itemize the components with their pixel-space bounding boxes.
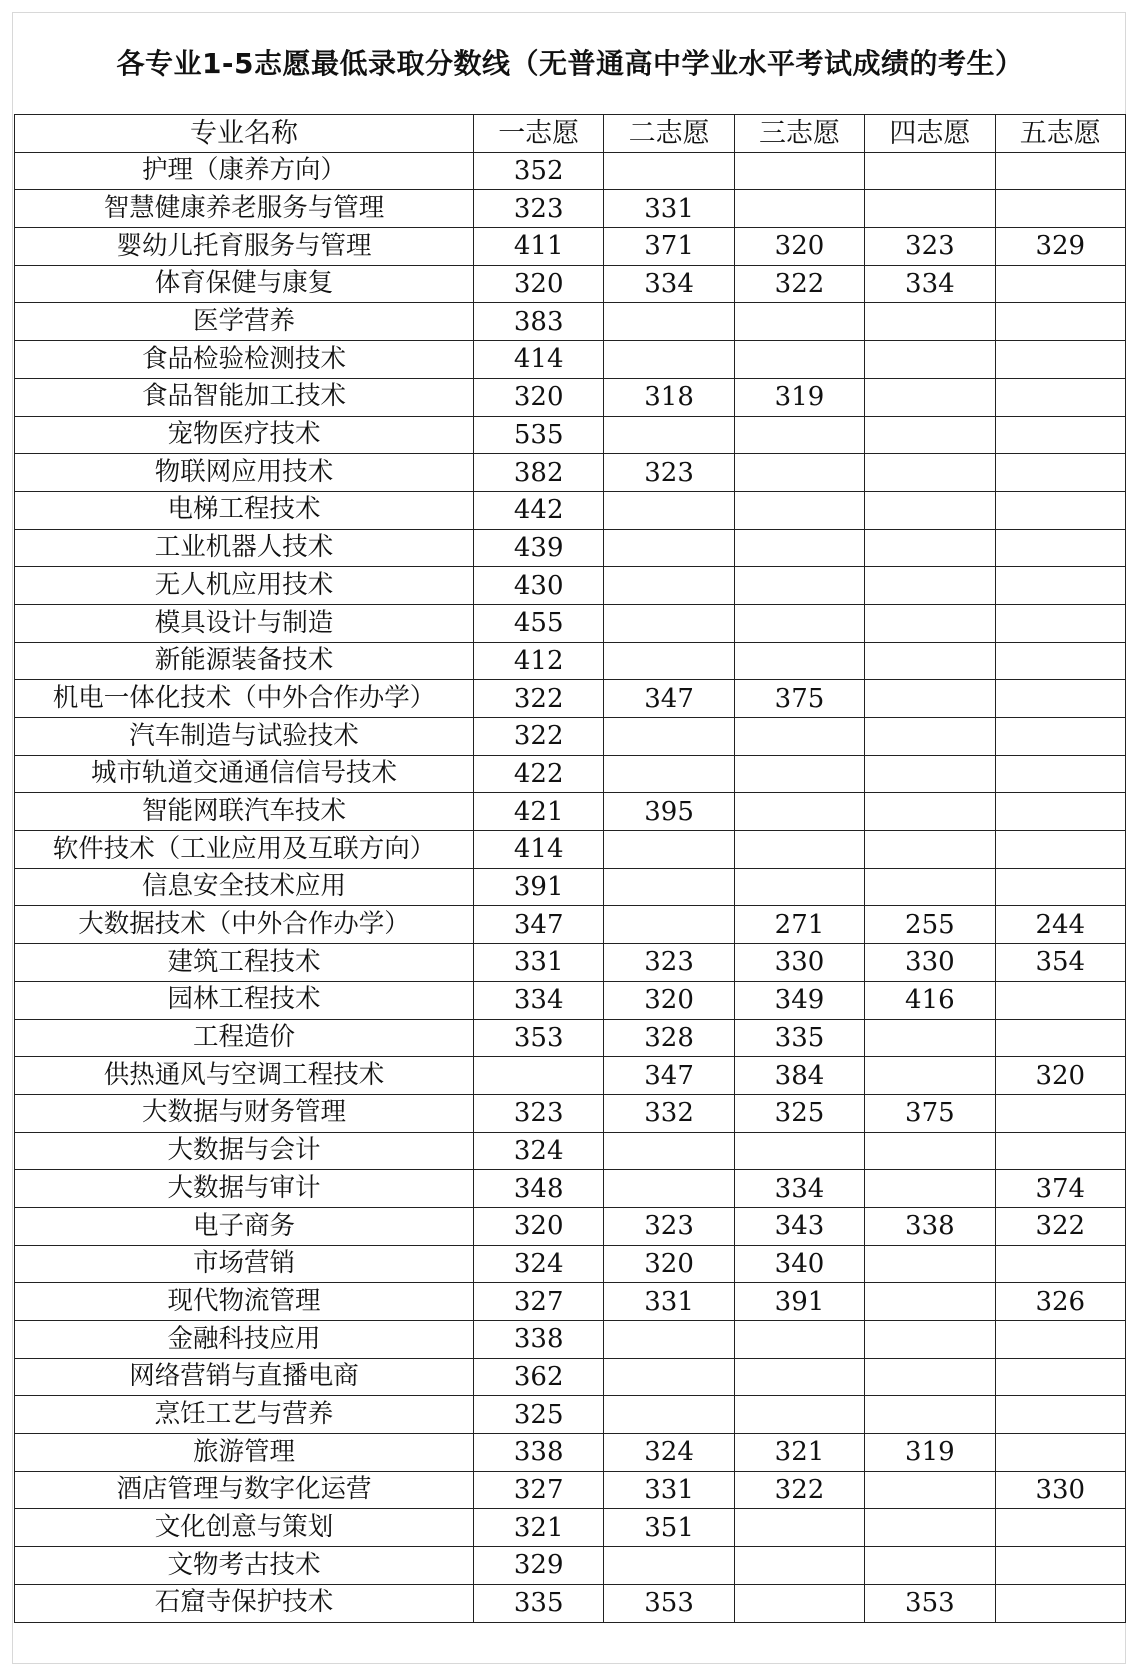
- header-choice-5: 五志愿: [995, 115, 1125, 153]
- score-cell-choice-5: 330: [995, 1471, 1125, 1509]
- major-name-cell: 工程造价: [15, 1019, 474, 1057]
- score-cell-choice-4: [865, 529, 995, 567]
- major-name-cell: 大数据与会计: [15, 1132, 474, 1170]
- score-cell-choice-2: 323: [604, 1207, 734, 1245]
- table-row: [15, 1509, 1126, 1547]
- score-cell-choice-2: [604, 491, 734, 529]
- score-cell-choice-1: 324: [474, 1245, 604, 1283]
- score-cell-choice-2: 323: [604, 454, 734, 492]
- score-cell-choice-1: 353: [474, 1019, 604, 1057]
- score-cell-choice-1: 347: [474, 906, 604, 944]
- major-name-cell: 食品智能加工技术: [15, 378, 474, 416]
- score-cell-choice-2: 320: [604, 1245, 734, 1283]
- major-name-cell: 文物考古技术: [15, 1547, 474, 1585]
- table-row: [15, 718, 1126, 756]
- score-cell-choice-5: [995, 190, 1125, 228]
- score-cell-choice-5: [995, 642, 1125, 680]
- table-row: [15, 491, 1126, 529]
- score-cell-choice-4: [865, 190, 995, 228]
- score-cell-choice-3: 325: [734, 1094, 864, 1132]
- score-cell-choice-1: 331: [474, 944, 604, 982]
- major-name-cell: 无人机应用技术: [15, 567, 474, 605]
- score-cell-choice-5: [995, 265, 1125, 303]
- score-cell-choice-1: 411: [474, 228, 604, 266]
- score-cell-choice-3: [734, 1132, 864, 1170]
- score-cell-choice-5: [995, 981, 1125, 1019]
- score-cell-choice-3: 340: [734, 1245, 864, 1283]
- score-cell-choice-3: 322: [734, 1471, 864, 1509]
- score-cell-choice-5: 354: [995, 944, 1125, 982]
- score-cell-choice-5: [995, 1358, 1125, 1396]
- table-row: [15, 1547, 1126, 1585]
- table-row: [15, 1283, 1126, 1321]
- table-row: [15, 1321, 1126, 1359]
- header-choice-2: 二志愿: [604, 115, 734, 153]
- score-cell-choice-4: [865, 341, 995, 379]
- score-cell-choice-2: [604, 755, 734, 793]
- score-cell-choice-4: [865, 1132, 995, 1170]
- major-name-cell: 金融科技应用: [15, 1321, 474, 1359]
- score-cell-choice-1: 391: [474, 868, 604, 906]
- table-row: [15, 1584, 1126, 1622]
- score-cell-choice-5: 322: [995, 1207, 1125, 1245]
- score-cell-choice-3: [734, 868, 864, 906]
- score-cell-choice-2: 318: [604, 378, 734, 416]
- score-cell-choice-2: 334: [604, 265, 734, 303]
- score-cell-choice-2: [604, 642, 734, 680]
- score-cell-choice-5: [995, 1509, 1125, 1547]
- score-cell-choice-2: [604, 868, 734, 906]
- score-cell-choice-4: [865, 1358, 995, 1396]
- score-cell-choice-5: [995, 454, 1125, 492]
- score-cell-choice-5: [995, 567, 1125, 605]
- score-cell-choice-5: 329: [995, 228, 1125, 266]
- score-cell-choice-1: 412: [474, 642, 604, 680]
- score-cell-choice-2: 353: [604, 1584, 734, 1622]
- major-name-cell: 烹饪工艺与营养: [15, 1396, 474, 1434]
- major-name-cell: 电子商务: [15, 1207, 474, 1245]
- table-row: [15, 1358, 1126, 1396]
- major-name-cell: 汽车制造与试验技术: [15, 718, 474, 756]
- score-cell-choice-1: 324: [474, 1132, 604, 1170]
- table-row: [15, 604, 1126, 642]
- score-cell-choice-2: 332: [604, 1094, 734, 1132]
- score-cell-choice-2: [604, 831, 734, 869]
- table-row: [15, 1245, 1126, 1283]
- score-cell-choice-3: [734, 341, 864, 379]
- score-cell-choice-5: [995, 1547, 1125, 1585]
- score-cell-choice-2: [604, 1547, 734, 1585]
- major-name-cell: 供热通风与空调工程技术: [15, 1057, 474, 1095]
- major-name-cell: 宠物医疗技术: [15, 416, 474, 454]
- score-cell-choice-4: [865, 454, 995, 492]
- score-cell-choice-2: 328: [604, 1019, 734, 1057]
- score-cell-choice-4: 338: [865, 1207, 995, 1245]
- table-row: [15, 868, 1126, 906]
- score-cell-choice-2: 351: [604, 1509, 734, 1547]
- score-cell-choice-5: [995, 1132, 1125, 1170]
- major-name-cell: 大数据与财务管理: [15, 1094, 474, 1132]
- score-cell-choice-4: [865, 1471, 995, 1509]
- major-name-cell: 网络营销与直播电商: [15, 1358, 474, 1396]
- table-row: [15, 1396, 1126, 1434]
- score-cell-choice-5: 244: [995, 906, 1125, 944]
- score-table: [14, 114, 1126, 1623]
- score-cell-choice-4: [865, 1170, 995, 1208]
- score-cell-choice-2: 331: [604, 1471, 734, 1509]
- table-row: [15, 642, 1126, 680]
- score-cell-choice-2: [604, 1132, 734, 1170]
- score-cell-choice-1: [474, 1057, 604, 1095]
- score-cell-choice-4: [865, 831, 995, 869]
- score-cell-choice-3: 321: [734, 1434, 864, 1472]
- score-cell-choice-5: [995, 1245, 1125, 1283]
- major-name-cell: 工业机器人技术: [15, 529, 474, 567]
- score-cell-choice-4: [865, 1245, 995, 1283]
- header-choice-4: 四志愿: [865, 115, 995, 153]
- score-cell-choice-5: [995, 718, 1125, 756]
- score-cell-choice-4: [865, 1396, 995, 1434]
- major-name-cell: 护理（康养方向）: [15, 152, 474, 190]
- score-cell-choice-2: [604, 529, 734, 567]
- table-row: [15, 454, 1126, 492]
- page-title: 各专业1-5志愿最低录取分数线（无普通高中学业水平考试成绩的考生）: [116, 47, 1024, 80]
- score-cell-choice-5: [995, 303, 1125, 341]
- score-cell-choice-1: 439: [474, 529, 604, 567]
- score-cell-choice-5: [995, 1584, 1125, 1622]
- score-cell-choice-4: [865, 642, 995, 680]
- score-cell-choice-4: [865, 868, 995, 906]
- header-choice-1: 一志愿: [474, 115, 604, 153]
- score-cell-choice-1: 338: [474, 1321, 604, 1359]
- score-cell-choice-5: [995, 1434, 1125, 1472]
- major-name-cell: 电梯工程技术: [15, 491, 474, 529]
- major-name-cell: 酒店管理与数字化运营: [15, 1471, 474, 1509]
- table-row: [15, 944, 1126, 982]
- score-cell-choice-3: [734, 416, 864, 454]
- score-cell-choice-4: 255: [865, 906, 995, 944]
- score-cell-choice-4: [865, 604, 995, 642]
- score-cell-choice-2: 323: [604, 944, 734, 982]
- score-cell-choice-4: [865, 1509, 995, 1547]
- score-cell-choice-4: [865, 152, 995, 190]
- major-name-cell: 食品检验检测技术: [15, 341, 474, 379]
- major-name-cell: 模具设计与制造: [15, 604, 474, 642]
- score-cell-choice-4: 330: [865, 944, 995, 982]
- major-name-cell: 体育保健与康复: [15, 265, 474, 303]
- score-cell-choice-3: 349: [734, 981, 864, 1019]
- score-cell-choice-3: [734, 303, 864, 341]
- score-cell-choice-4: 319: [865, 1434, 995, 1472]
- score-cell-choice-1: 334: [474, 981, 604, 1019]
- table-row: [15, 1207, 1126, 1245]
- score-cell-choice-4: 375: [865, 1094, 995, 1132]
- score-cell-choice-4: [865, 1283, 995, 1321]
- major-name-cell: 智能网联汽车技术: [15, 793, 474, 831]
- score-cell-choice-3: 391: [734, 1283, 864, 1321]
- score-cell-choice-3: [734, 567, 864, 605]
- score-cell-choice-1: 320: [474, 265, 604, 303]
- score-cell-choice-2: [604, 906, 734, 944]
- score-cell-choice-3: [734, 190, 864, 228]
- score-cell-choice-5: [995, 152, 1125, 190]
- score-cell-choice-4: [865, 1057, 995, 1095]
- table-header-row: [15, 115, 1126, 153]
- score-cell-choice-2: 324: [604, 1434, 734, 1472]
- score-cell-choice-3: 335: [734, 1019, 864, 1057]
- score-cell-choice-1: 322: [474, 680, 604, 718]
- score-cell-choice-1: 352: [474, 152, 604, 190]
- score-cell-choice-2: [604, 1396, 734, 1434]
- score-cell-choice-3: 330: [734, 944, 864, 982]
- score-cell-choice-4: [865, 755, 995, 793]
- table-row: [15, 1094, 1126, 1132]
- score-cell-choice-1: 430: [474, 567, 604, 605]
- score-cell-choice-5: [995, 1396, 1125, 1434]
- major-name-cell: 大数据与审计: [15, 1170, 474, 1208]
- score-cell-choice-3: [734, 529, 864, 567]
- major-name-cell: 现代物流管理: [15, 1283, 474, 1321]
- score-cell-choice-2: 347: [604, 680, 734, 718]
- major-name-cell: 信息安全技术应用: [15, 868, 474, 906]
- major-name-cell: 石窟寺保护技术: [15, 1584, 474, 1622]
- score-cell-choice-1: 414: [474, 831, 604, 869]
- score-cell-choice-3: [734, 491, 864, 529]
- major-name-cell: 园林工程技术: [15, 981, 474, 1019]
- score-cell-choice-1: 322: [474, 718, 604, 756]
- score-cell-choice-4: [865, 416, 995, 454]
- score-cell-choice-5: [995, 868, 1125, 906]
- score-cell-choice-1: 335: [474, 1584, 604, 1622]
- score-cell-choice-2: 371: [604, 228, 734, 266]
- major-name-cell: 智慧健康养老服务与管理: [15, 190, 474, 228]
- score-cell-choice-4: [865, 718, 995, 756]
- score-cell-choice-1: 323: [474, 1094, 604, 1132]
- major-name-cell: 旅游管理: [15, 1434, 474, 1472]
- score-cell-choice-1: 320: [474, 1207, 604, 1245]
- score-cell-choice-3: 320: [734, 228, 864, 266]
- score-cell-choice-2: [604, 1358, 734, 1396]
- table-row: [15, 228, 1126, 266]
- score-cell-choice-2: 347: [604, 1057, 734, 1095]
- score-cell-choice-4: 416: [865, 981, 995, 1019]
- score-cell-choice-3: [734, 755, 864, 793]
- score-cell-choice-3: 375: [734, 680, 864, 718]
- score-cell-choice-1: 421: [474, 793, 604, 831]
- table-row: [15, 906, 1126, 944]
- table-row: [15, 303, 1126, 341]
- score-cell-choice-3: [734, 454, 864, 492]
- score-cell-choice-2: 331: [604, 190, 734, 228]
- score-cell-choice-3: [734, 831, 864, 869]
- score-cell-choice-4: [865, 1321, 995, 1359]
- score-cell-choice-1: 382: [474, 454, 604, 492]
- header-major-name: 专业名称: [15, 115, 474, 153]
- score-cell-choice-5: 320: [995, 1057, 1125, 1095]
- score-cell-choice-3: [734, 1509, 864, 1547]
- score-cell-choice-2: [604, 1170, 734, 1208]
- score-cell-choice-1: 455: [474, 604, 604, 642]
- score-cell-choice-4: [865, 303, 995, 341]
- score-cell-choice-5: 374: [995, 1170, 1125, 1208]
- major-name-cell: 婴幼儿托育服务与管理: [15, 228, 474, 266]
- major-name-cell: 大数据技术（中外合作办学）: [15, 906, 474, 944]
- score-cell-choice-1: 362: [474, 1358, 604, 1396]
- score-cell-choice-3: 319: [734, 378, 864, 416]
- major-name-cell: 城市轨道交通通信信号技术: [15, 755, 474, 793]
- major-name-cell: 软件技术（工业应用及互联方向）: [15, 831, 474, 869]
- score-cell-choice-5: [995, 416, 1125, 454]
- table-row: [15, 1132, 1126, 1170]
- score-cell-choice-4: 334: [865, 265, 995, 303]
- score-cell-choice-5: [995, 1019, 1125, 1057]
- score-cell-choice-4: [865, 680, 995, 718]
- score-cell-choice-1: 329: [474, 1547, 604, 1585]
- score-cell-choice-3: [734, 1547, 864, 1585]
- major-name-cell: 机电一体化技术（中外合作办学）: [15, 680, 474, 718]
- major-name-cell: 物联网应用技术: [15, 454, 474, 492]
- table-row: [15, 265, 1126, 303]
- table-row: [15, 378, 1126, 416]
- major-name-cell: 新能源装备技术: [15, 642, 474, 680]
- table-row: [15, 190, 1126, 228]
- major-name-cell: 医学营养: [15, 303, 474, 341]
- score-cell-choice-2: [604, 718, 734, 756]
- score-cell-choice-2: [604, 567, 734, 605]
- table-row: [15, 755, 1126, 793]
- score-cell-choice-2: [604, 1321, 734, 1359]
- score-cell-choice-5: [995, 529, 1125, 567]
- score-cell-choice-2: [604, 604, 734, 642]
- table-row: [15, 981, 1126, 1019]
- score-cell-choice-4: [865, 793, 995, 831]
- score-cell-choice-3: 343: [734, 1207, 864, 1245]
- score-cell-choice-4: [865, 1019, 995, 1057]
- table-row: [15, 1471, 1126, 1509]
- score-cell-choice-5: [995, 341, 1125, 379]
- table-row: [15, 1057, 1126, 1095]
- score-cell-choice-3: [734, 1396, 864, 1434]
- score-cell-choice-2: [604, 152, 734, 190]
- score-cell-choice-3: [734, 642, 864, 680]
- score-cell-choice-1: 325: [474, 1396, 604, 1434]
- score-cell-choice-1: 327: [474, 1283, 604, 1321]
- score-cell-choice-5: [995, 1094, 1125, 1132]
- score-cell-choice-5: 326: [995, 1283, 1125, 1321]
- score-cell-choice-3: [734, 152, 864, 190]
- major-name-cell: 市场营销: [15, 1245, 474, 1283]
- score-cell-choice-1: 414: [474, 341, 604, 379]
- score-cell-choice-3: [734, 604, 864, 642]
- score-cell-choice-3: [734, 718, 864, 756]
- score-cell-choice-2: [604, 416, 734, 454]
- score-cell-choice-5: [995, 491, 1125, 529]
- table-row: [15, 1434, 1126, 1472]
- score-cell-choice-1: 320: [474, 378, 604, 416]
- score-cell-choice-2: 320: [604, 981, 734, 1019]
- score-cell-choice-1: 442: [474, 491, 604, 529]
- score-cell-choice-4: [865, 378, 995, 416]
- table-body: [15, 152, 1126, 1622]
- score-cell-choice-3: [734, 1358, 864, 1396]
- major-name-cell: 建筑工程技术: [15, 944, 474, 982]
- score-cell-choice-4: [865, 1547, 995, 1585]
- score-cell-choice-3: [734, 1321, 864, 1359]
- table-row: [15, 1019, 1126, 1057]
- score-cell-choice-1: 348: [474, 1170, 604, 1208]
- score-cell-choice-3: 334: [734, 1170, 864, 1208]
- score-cell-choice-5: [995, 831, 1125, 869]
- score-cell-choice-1: 383: [474, 303, 604, 341]
- table-row: [15, 341, 1126, 379]
- score-cell-choice-1: 422: [474, 755, 604, 793]
- table-row: [15, 567, 1126, 605]
- score-cell-choice-1: 321: [474, 1509, 604, 1547]
- score-cell-choice-3: 322: [734, 265, 864, 303]
- score-cell-choice-1: 327: [474, 1471, 604, 1509]
- table-row: [15, 416, 1126, 454]
- score-cell-choice-1: 535: [474, 416, 604, 454]
- score-cell-choice-5: [995, 680, 1125, 718]
- score-cell-choice-4: [865, 567, 995, 605]
- score-cell-choice-5: [995, 604, 1125, 642]
- score-cell-choice-5: [995, 378, 1125, 416]
- score-cell-choice-1: 323: [474, 190, 604, 228]
- table-row: [15, 1170, 1126, 1208]
- score-cell-choice-3: [734, 1584, 864, 1622]
- score-cell-choice-2: [604, 303, 734, 341]
- table-row: [15, 152, 1126, 190]
- table-row: [15, 831, 1126, 869]
- score-cell-choice-3: 384: [734, 1057, 864, 1095]
- score-cell-choice-2: 331: [604, 1283, 734, 1321]
- table-row: [15, 529, 1126, 567]
- major-name-cell: 文化创意与策划: [15, 1509, 474, 1547]
- score-cell-choice-3: 271: [734, 906, 864, 944]
- table-row: [15, 680, 1126, 718]
- table-row: [15, 793, 1126, 831]
- score-cell-choice-3: [734, 793, 864, 831]
- score-cell-choice-4: [865, 491, 995, 529]
- header-choice-3: 三志愿: [734, 115, 864, 153]
- document-sheet: [12, 12, 1126, 1664]
- score-cell-choice-4: 323: [865, 228, 995, 266]
- score-cell-choice-5: [995, 1321, 1125, 1359]
- score-cell-choice-5: [995, 755, 1125, 793]
- score-cell-choice-4: 353: [865, 1584, 995, 1622]
- score-cell-choice-2: [604, 341, 734, 379]
- score-cell-choice-2: 395: [604, 793, 734, 831]
- score-cell-choice-1: 338: [474, 1434, 604, 1472]
- score-cell-choice-5: [995, 793, 1125, 831]
